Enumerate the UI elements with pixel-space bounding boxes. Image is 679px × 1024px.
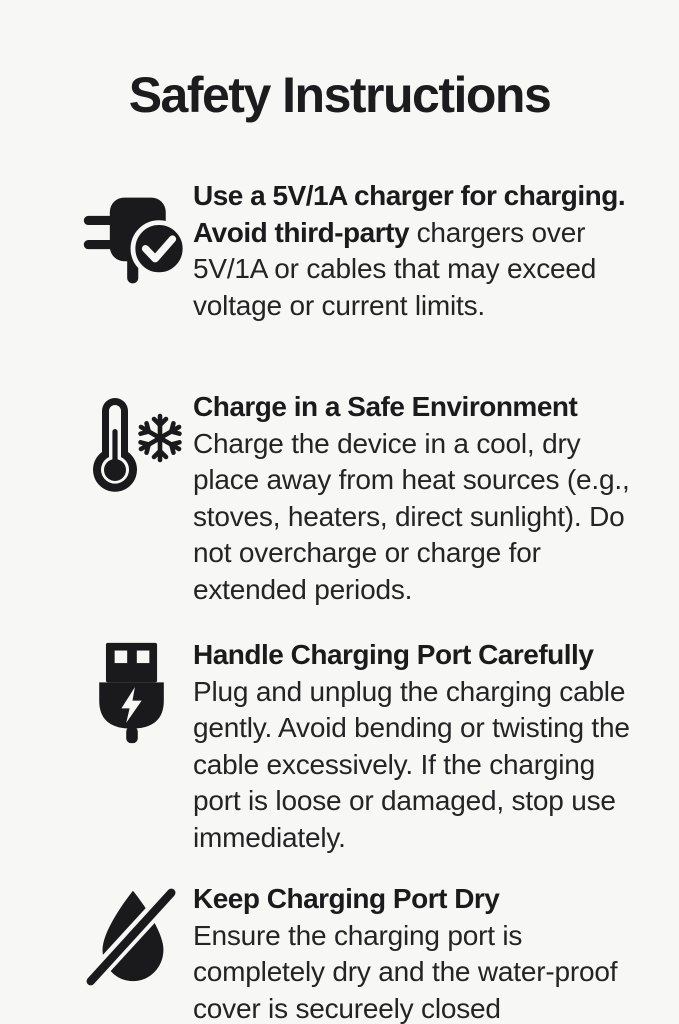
section-keep-dry (70, 881, 645, 1024)
section-use-approved-charger (70, 178, 645, 324)
section-heading: Charge in a Safe Environment (193, 391, 578, 422)
section-body: Ensure the charging port is completely dry and the water-proof cover is secureely closed (193, 919, 618, 1024)
section-text (193, 389, 645, 608)
section-body: Charge the device in a cool, dry place away from heat sources (e.g., stoves, heaters, direct sunlight). Do not overcharge or charge for extended periods. (193, 427, 630, 605)
section-text (193, 881, 645, 1024)
thermometer-snowflake-icon (70, 389, 193, 505)
section-body: Plug and unplug the charging cable gently. Avoid bending or twisting the cable excessively. If the charging port is loose or damaged, stop use immediately. (193, 675, 630, 853)
section-heading: Handle Charging Port Carefully (193, 639, 594, 670)
charger-check-icon (70, 178, 193, 294)
section-text (193, 637, 645, 856)
section-lead-bold: Use a 5V/1A charger for charging. Avoid third-party (193, 180, 626, 248)
water-drop-slash-icon (70, 881, 193, 991)
section-safe-environment (70, 389, 645, 608)
page-title: Safety Instructions (128, 67, 551, 123)
section-body: chargers over 5V/1A or cables that may exceed voltage or current limits. (193, 216, 597, 321)
usb-plug-lightning-icon (70, 637, 193, 747)
section-handle-port (70, 637, 645, 856)
section-paragraph (193, 178, 645, 324)
section-text (193, 178, 645, 324)
section-heading: Keep Charging Port Dry (193, 883, 500, 914)
